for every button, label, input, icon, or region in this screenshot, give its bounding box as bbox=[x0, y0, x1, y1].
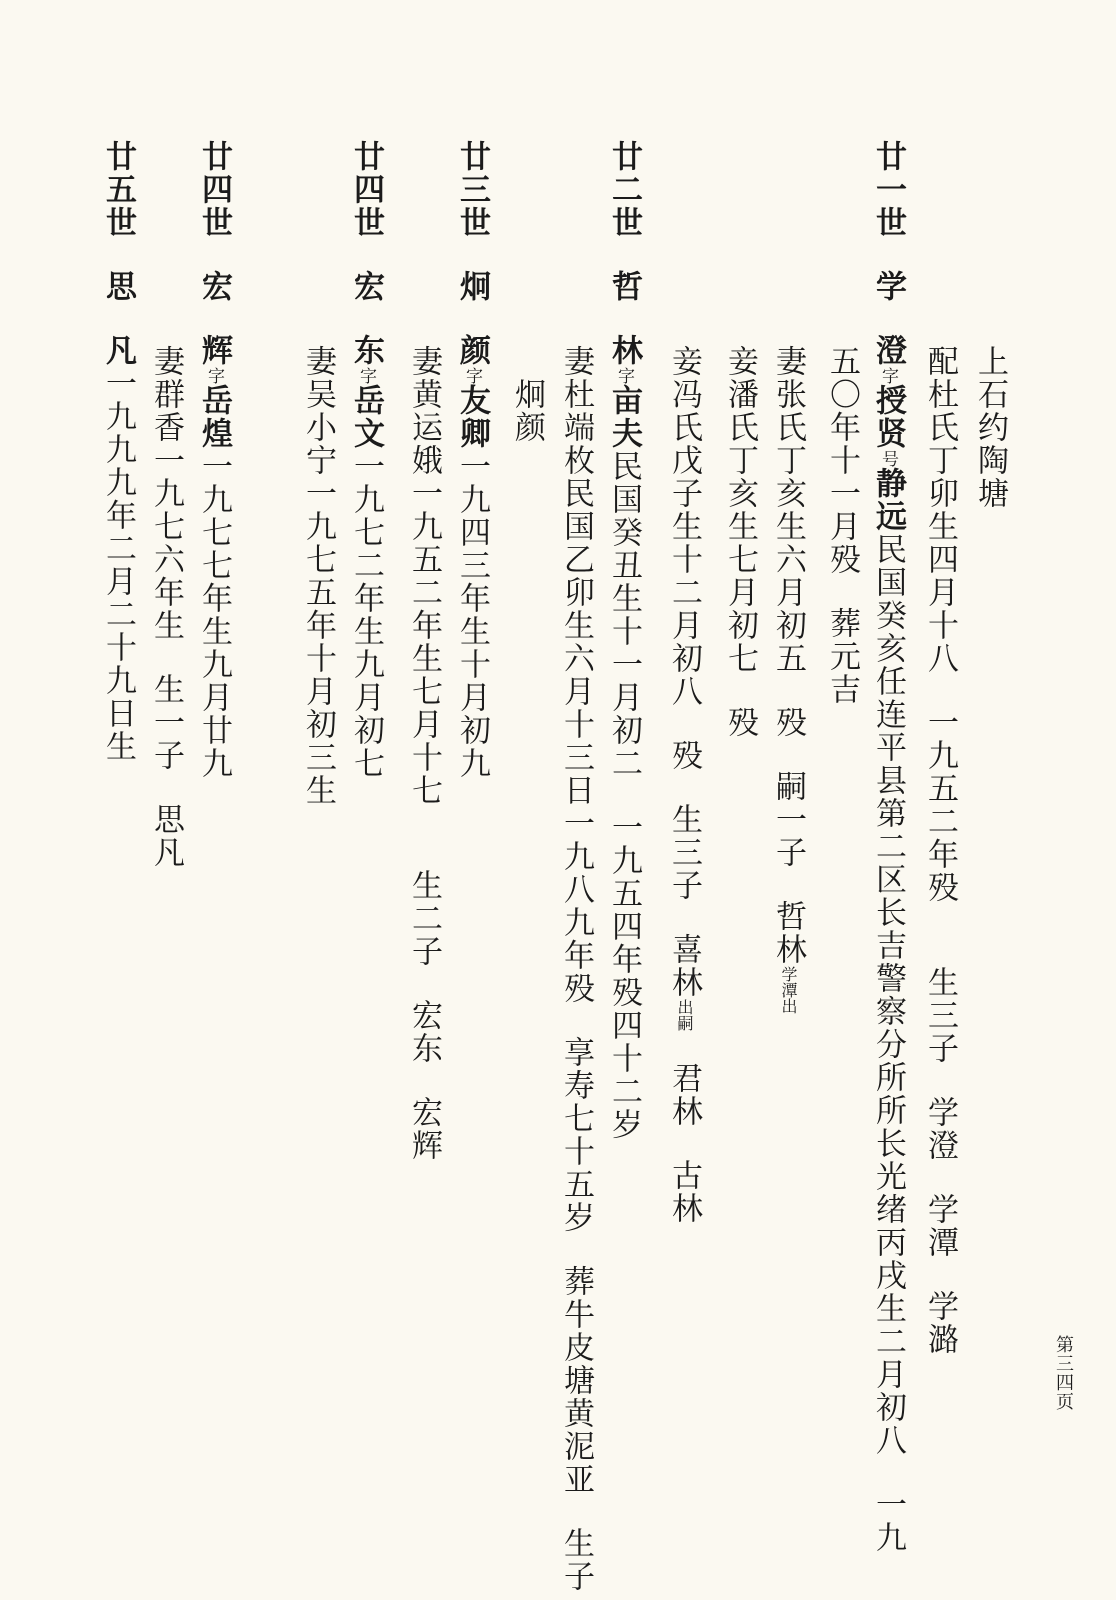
alias-name: 静远 bbox=[870, 467, 906, 533]
spouse-text: 妻黄运娥一九五二年生七月十七 bbox=[406, 345, 442, 807]
biography-text: 一九 bbox=[870, 1488, 906, 1554]
generation-label: 廿一世 bbox=[870, 140, 906, 239]
son-name: 古林 bbox=[666, 1159, 702, 1225]
generation-label: 廿四世 bbox=[348, 140, 384, 239]
son-name: 学潞 bbox=[922, 1290, 958, 1356]
spouse-line bbox=[404, 345, 444, 1162]
courtesy-name: 岳煌 bbox=[196, 384, 232, 450]
name-char: 思 bbox=[100, 270, 136, 303]
son-name: 喜林 bbox=[666, 933, 702, 999]
name-char: 林 bbox=[606, 334, 642, 367]
biography-text: 一九九九年二月二十九日生 bbox=[100, 367, 136, 763]
entry-21st-generation bbox=[868, 140, 908, 1554]
burial-place: 葬元吉 bbox=[824, 607, 860, 706]
children-count: 生三子 bbox=[666, 803, 702, 902]
heir-text: 嗣一子 bbox=[770, 770, 806, 869]
entry-24th-generation bbox=[346, 140, 386, 780]
death-mark: 殁 bbox=[722, 706, 758, 739]
concubine-line bbox=[664, 345, 704, 1225]
name-char: 辉 bbox=[196, 334, 232, 367]
child-name: 炯颜 bbox=[509, 378, 545, 444]
name-char: 宏 bbox=[196, 270, 232, 303]
son-name: 学潭 bbox=[922, 1193, 958, 1259]
age-text: 享寿七十五岁 bbox=[558, 1036, 594, 1234]
location-line: 上石约陶塘 bbox=[972, 345, 1008, 510]
son-name: 宏东 bbox=[406, 999, 442, 1065]
page-number: 第三四页 bbox=[1053, 1335, 1074, 1411]
biography-text: 一九七二年生九月初七 bbox=[348, 450, 384, 780]
spouse-line bbox=[146, 345, 186, 869]
biography-text: 民国癸丑生十一月初二 bbox=[606, 450, 642, 780]
name-char: 澄 bbox=[870, 334, 906, 367]
entry-25th-generation bbox=[98, 140, 138, 763]
biography-text: 民国癸亥任连平县第二区长吉警察分所所长光绪丙戌生二月初八 bbox=[870, 533, 906, 1457]
death-mark: 殁 bbox=[666, 739, 702, 772]
courtesy-mark: 字 bbox=[356, 367, 376, 384]
courtesy-name: 授贤 bbox=[870, 384, 906, 450]
heir-name: 哲林 bbox=[770, 900, 806, 966]
biography-text: 一九五四年殁四十二岁 bbox=[606, 811, 642, 1141]
name-char: 凡 bbox=[100, 334, 136, 367]
spouse-text: 妻群香一九七六年生 bbox=[148, 345, 184, 642]
spouse-line bbox=[920, 345, 960, 1356]
name-char: 东 bbox=[348, 334, 384, 367]
courtesy-mark: 字 bbox=[462, 367, 482, 384]
son-name: 思凡 bbox=[148, 803, 184, 869]
biography-text: 一九四三年生十月初九 bbox=[454, 450, 490, 780]
courtesy-name: 友卿 bbox=[454, 384, 490, 450]
generation-label: 廿二世 bbox=[606, 140, 642, 239]
son-name: 学澄 bbox=[922, 1096, 958, 1162]
children-count: 生二子 bbox=[406, 869, 442, 968]
burial-line bbox=[822, 345, 862, 706]
son-name: 宏辉 bbox=[406, 1096, 442, 1162]
entry-24th-generation bbox=[194, 140, 234, 780]
death-year: 一九五二年殁 bbox=[922, 706, 958, 904]
spouse-line bbox=[556, 345, 596, 1593]
entry-23rd-generation bbox=[452, 140, 492, 780]
son-name: 君林 bbox=[666, 1062, 702, 1128]
generation-label: 廿五世 bbox=[100, 140, 136, 239]
courtesy-mark: 字 bbox=[204, 367, 224, 384]
courtesy-name: 亩夫 bbox=[606, 384, 642, 450]
heir-note: 学潭出 bbox=[779, 966, 798, 1014]
children-text: 生子 bbox=[558, 1527, 594, 1593]
spouse-text: 妻张氏丁亥生六月初五 bbox=[770, 345, 806, 675]
children-count: 生三子 bbox=[922, 966, 958, 1065]
spouse-text: 妻杜端枚民国乙卯生六月十三日一九八九年殁 bbox=[558, 345, 594, 1005]
burial-place: 葬牛皮塘黄泥亚 bbox=[558, 1265, 594, 1496]
courtesy-mark: 字 bbox=[878, 367, 898, 384]
spouse-text: 配杜氏丁卯生四月十八 bbox=[922, 345, 958, 675]
generation-label: 廿四世 bbox=[196, 140, 232, 239]
biography-text: 一九七七年生九月廿九 bbox=[196, 450, 232, 780]
death-mark: 殁 bbox=[770, 706, 806, 739]
children-count: 生一子 bbox=[148, 673, 184, 772]
spouse-line bbox=[768, 345, 808, 1014]
name-char: 宏 bbox=[348, 270, 384, 303]
generation-label: 廿三世 bbox=[454, 140, 490, 239]
concubine-text: 妾冯氏戊子生十二月初八 bbox=[666, 345, 702, 708]
concubine-text: 妾潘氏丁亥生七月初七 bbox=[722, 345, 758, 675]
alias-mark: 号 bbox=[878, 450, 898, 467]
courtesy-name: 岳文 bbox=[348, 384, 384, 450]
courtesy-mark: 字 bbox=[614, 367, 634, 384]
concubine-line bbox=[720, 345, 760, 739]
name-char: 炯 bbox=[454, 270, 490, 303]
spouse-line: 妻吴小宁一九七五年十月初三生 bbox=[300, 345, 336, 807]
adoption-note: 出嗣 bbox=[675, 999, 694, 1031]
name-char: 颜 bbox=[454, 334, 490, 367]
name-char: 学 bbox=[870, 270, 906, 303]
death-date: 五〇年十一月殁 bbox=[824, 345, 860, 576]
name-char: 哲 bbox=[606, 270, 642, 303]
entry-22nd-generation bbox=[604, 140, 644, 1141]
